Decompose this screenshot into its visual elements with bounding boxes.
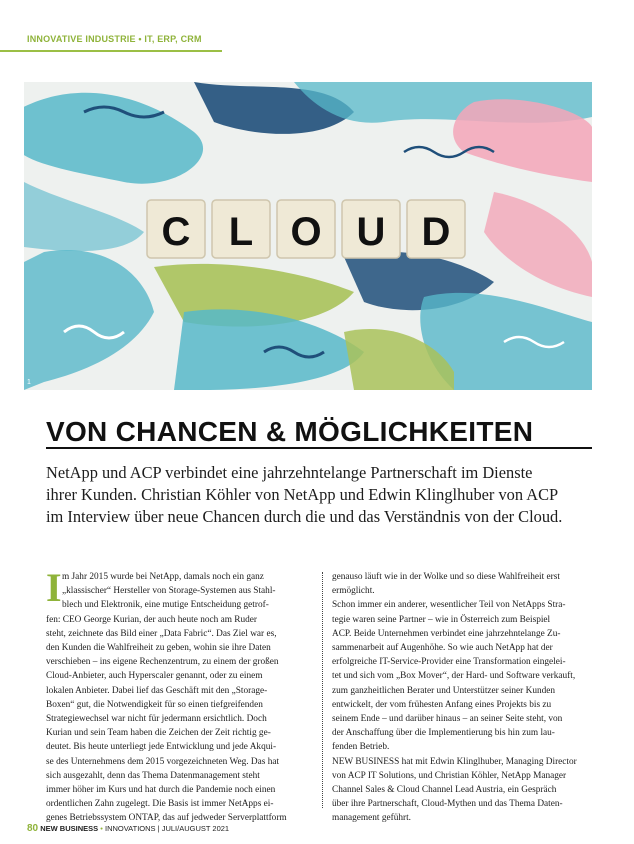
body-line: entwickelt, der vom frühesten Anfang eines Projekts bis zu xyxy=(332,699,552,710)
body-line: Channel Sales & Cloud Channel Lead Austria, ein Gespräch xyxy=(332,785,557,796)
tile-letter-l: L xyxy=(228,210,254,254)
lead-line: NetApp und ACP verbindet eine jahrzehntelange Partnerschaft im Dienste xyxy=(46,463,533,482)
magazine-name: NEW BUSINESS xyxy=(40,824,99,833)
drop-cap: I xyxy=(46,565,62,610)
body-line: den Kunden die Wahlfreiheit zu geben, wohin sie ihre Daten xyxy=(46,643,271,654)
body-line: seinem Ende – und darüber hinaus – an seiner Seite steht, von xyxy=(332,714,563,725)
section-tag: INNOVATIVE INDUSTRIE • IT, ERP, CRM xyxy=(27,34,202,44)
tile-d xyxy=(407,200,465,258)
photo-credit: 1 xyxy=(27,379,31,386)
footer-divider: | xyxy=(157,824,160,833)
body-line: ACP. Beide Unternehmen verbindet eine jahrzehntelange Zu- xyxy=(332,628,561,639)
body-line: genauso läuft wie in der Wolke und so diese Wahlfreiheit erst xyxy=(332,572,560,582)
body-line: blech und Elektronik, eine mutige Entscheidung getrof- xyxy=(62,600,269,611)
body-line: sich ausgezahlt, denn das Thema Datenmanagement steht xyxy=(46,770,260,781)
body-line: fenden Betrieb. xyxy=(332,742,390,753)
tile-letter-o: O xyxy=(290,210,322,254)
body-line: steht, zeichnete das Bild einer „Data Fabric“. Das Ziel war es, xyxy=(46,628,277,639)
body-line: sammenarbeit auf Augenhöhe. So wie auch NetApp hat der xyxy=(332,643,553,654)
body-line: deutet. Bis heute unterliegt jede Entwicklung und jede Akqui- xyxy=(46,742,277,753)
body-line: tegie waren seine Partner – wie in Österreich zum Beispiel xyxy=(332,614,551,625)
tile-letter-c: C xyxy=(161,210,191,254)
tile-letter-u: U xyxy=(356,210,386,254)
article-lead xyxy=(46,462,594,528)
tile-o xyxy=(277,200,335,258)
body-line: verschieben – ins eigene Rechenzentrum, zu einem der großen xyxy=(46,657,279,668)
body-line: ermöglicht. xyxy=(332,586,375,597)
footer-issue: JULI/AUGUST 2021 xyxy=(161,824,230,833)
footer-bullet: • xyxy=(100,824,103,833)
body-line: lokalen Anbieter. Dabei lief das Geschäft mit den „Storage- xyxy=(46,685,268,696)
body-line: Kurian und sein Team haben die Zeichen der Zeit richtig ge- xyxy=(46,728,271,739)
tile-letter-d: D xyxy=(421,210,451,254)
body-line: genes Betriebssystem ONTAP, das auf jedweder Serverplattform xyxy=(46,813,287,824)
article-headline: VON CHANCEN & MÖGLICHKEITEN xyxy=(46,416,534,447)
body-line: Schon immer ein anderer, wesentlicher Teil von NetApps Stra- xyxy=(332,600,566,611)
body-line: über ihre Partnerschaft, Cloud-Mythen und das Thema Daten- xyxy=(332,799,563,810)
body-line: ordentlichen Zahn zugelegt. Die Basis ist immer NetApps ei- xyxy=(46,799,274,810)
body-line: Boxen“ gut, die Notwendigkeit für so einen tiefgreifenden xyxy=(46,699,263,710)
headline-rule xyxy=(46,447,592,449)
body-line: Strategiewechsel war nicht für jedermann ersichtlich. Doch xyxy=(46,714,267,725)
body-line: management geführt. xyxy=(332,813,411,824)
section-rule xyxy=(0,50,222,52)
footer-section: INNOVATIONS xyxy=(104,824,156,833)
body-line: Cloud-Anbieter, auch Hyperscaler genannt, oder zu einem xyxy=(46,671,263,682)
body-line: tet und sich vom „Box Mover“, der Hard- und Software verkauft, xyxy=(332,671,576,682)
tile-c xyxy=(147,200,205,258)
body-column-right xyxy=(332,570,604,826)
body-line: immer höher im Kurs und hat durch die Pandemie noch einen xyxy=(46,785,276,796)
column-divider xyxy=(322,572,323,808)
lead-line: ihrer Kunden. Christian Köhler von NetApp und Edwin Klinglhuber von ACP xyxy=(46,485,559,504)
section-header xyxy=(0,16,222,44)
body-line: zum ganzheitlichen Berater und Unterstützer seiner Kunden xyxy=(332,685,556,696)
lead-line: im Interview über neue Chancen durch die und das Verständnis von der Cloud. xyxy=(46,507,563,526)
tile-l xyxy=(212,200,270,258)
body-line: erfolgreiche IT-Service-Provider eine Transformation eingelei- xyxy=(332,657,566,668)
body-line: der Anschaffung über die Implementierung bis hin zum lau- xyxy=(332,728,555,739)
body-line: „klassischer“ Hersteller von Storage-Systemen aus Stahl- xyxy=(62,586,276,597)
body-line: von ACP IT Solutions, und Christian Köhler, NetApp Manager xyxy=(332,770,567,781)
tile-u xyxy=(342,200,400,258)
page-footer xyxy=(27,823,229,834)
body-line: fen: CEO George Kurian, der auch heute noch am Ruder xyxy=(46,614,258,625)
body-line: NEW BUSINESS hat mit Edwin Klinglhuber, Managing Director xyxy=(332,756,577,767)
body-line: se des Unternehmens dem 2015 vorgezeichneten Weg. Das hat xyxy=(46,756,280,767)
page-number: 80 xyxy=(27,823,39,834)
body-column-left xyxy=(46,565,318,826)
hero-image xyxy=(24,82,592,390)
body-line: m Jahr 2015 wurde bei NetApp, damals noch ein ganz xyxy=(62,572,264,582)
